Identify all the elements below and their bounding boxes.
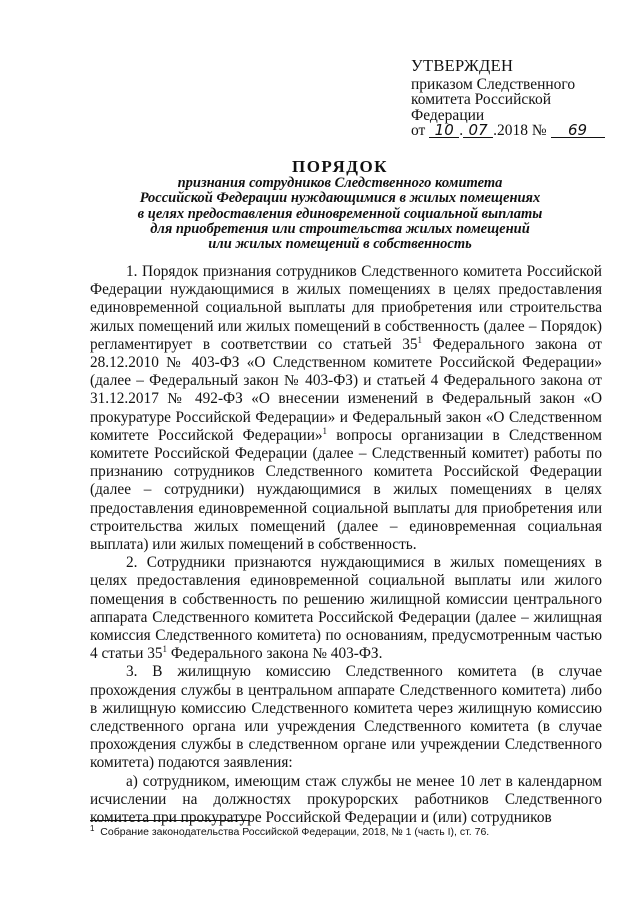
paragraph-2-part-b: Федерального закона № 403-ФЗ. xyxy=(167,645,383,663)
date-prefix: от xyxy=(411,122,426,139)
paragraph-3: 3. В жилищную комиссию Следственного комитета (в случае прохождения службы в центральном аппарате Следственного комитета) либо в жилищную комиссию Следственного комитета через жилищную комиссию следственного органа или учреждения Следственного комитета (в случае прохождения службы в следственном органе или учреждении Следственного комитета) подаются заявления: xyxy=(90,663,602,772)
approval-line-1: приказом Следственного xyxy=(411,75,576,93)
footnote-mark: 1 xyxy=(90,824,95,833)
article-superscript: 1 xyxy=(162,644,167,655)
approval-line-2: комитета Российской xyxy=(411,91,552,108)
handwritten-order-number: 69 xyxy=(551,124,605,138)
title-sub-1: признания сотрудников Следственного комитета xyxy=(177,175,503,191)
handwritten-month: 07 xyxy=(463,124,493,138)
approval-line-3: Федерации xyxy=(411,106,485,124)
title-sub-4: для приобретения или строительства жилых помещений xyxy=(150,220,530,237)
approval-heading: УТВЕРЖДЕН xyxy=(411,56,514,75)
document-title xyxy=(60,158,620,252)
paragraph-1-part-b: Федерального закона от 28.12.2010 № 403-ФЗ «О Следственном комитете Российской Федерации» (далее – Федеральный закон № 403-ФЗ) и статьей 4 Федерального закона от 31.12.2017 № 492-ФЗ «О внесении изменений в Федеральный закон «О прокуратуре Российской Федерации» и Федеральный закон «О Следственном комитете Российской Федерации» xyxy=(90,335,602,444)
footnote xyxy=(90,826,489,838)
paragraph-2-part-a: 2. Сотрудники признаются нуждающимися в жилых помещениях в целях предоставления единовременной социальной выплаты или жилого помещения в собственность по решению жилищной комиссии центрального аппарата Следственного комитета Российской Федерации (далее – жилищная комиссия Следственного комитета) по основаниям, предусмотренным частью 4 статьи 35 xyxy=(90,554,602,663)
paragraph-2 xyxy=(90,554,602,663)
title-main: ПОРЯДОК xyxy=(291,157,388,176)
paragraph-4: а) сотрудником, имеющим стаж службы не менее 10 лет в календарном исчислении на должностях прокурорских работников Следственного комитета при прокуратуре Российской Федерации и (или) сотрудников xyxy=(90,772,602,827)
approval-stamp xyxy=(411,58,611,139)
handwritten-day: 10 xyxy=(429,124,459,138)
document-body xyxy=(90,263,602,827)
year-number-label: .2018 № xyxy=(493,122,547,139)
footnote-text: Собрание законодательства Российской Федерации, 2018, № 1 (часть I), ст. 76. xyxy=(100,826,490,838)
paragraph-1 xyxy=(90,263,602,554)
footnote-ref: 1 xyxy=(417,334,423,345)
title-sub-5: или жилых помещений в собственность xyxy=(208,236,472,253)
title-sub-2: Российской Федерации нуждающимися в жилых помещениях xyxy=(139,190,541,207)
title-sub-3: в целях предоставления единовременной социальной выплаты xyxy=(137,205,543,222)
footnote-divider xyxy=(90,820,250,821)
footnote-ref: 1 xyxy=(322,425,328,436)
approval-date-line: от 10 . 07 .2018 № 69 xyxy=(411,123,611,139)
paragraph-1-part-c: вопросы организации в Следственном комитете Российской Федерации (далее – Следственный комитет) работы по признанию сотрудников Следственного комитета Российской Федерации (далее – сотрудники) нуждающимися в жилых помещениях в целях предоставления единовременной социальной выплаты для приобретения или строительства жилых помещений (далее – единовременная социальная выплата) или жилых помещений в собственность. xyxy=(90,426,602,554)
paragraph-1-part-a: 1. Порядок признания сотрудников Следственного комитета Российской Федерации нуждающимися в жилых помещениях в целях предоставления единовременной социальной выплаты для приобретения или строительства жилых помещений или жилых помещений в собственность (далее – Порядок) регламентирует в соответствии со статьей 35 xyxy=(90,263,602,353)
